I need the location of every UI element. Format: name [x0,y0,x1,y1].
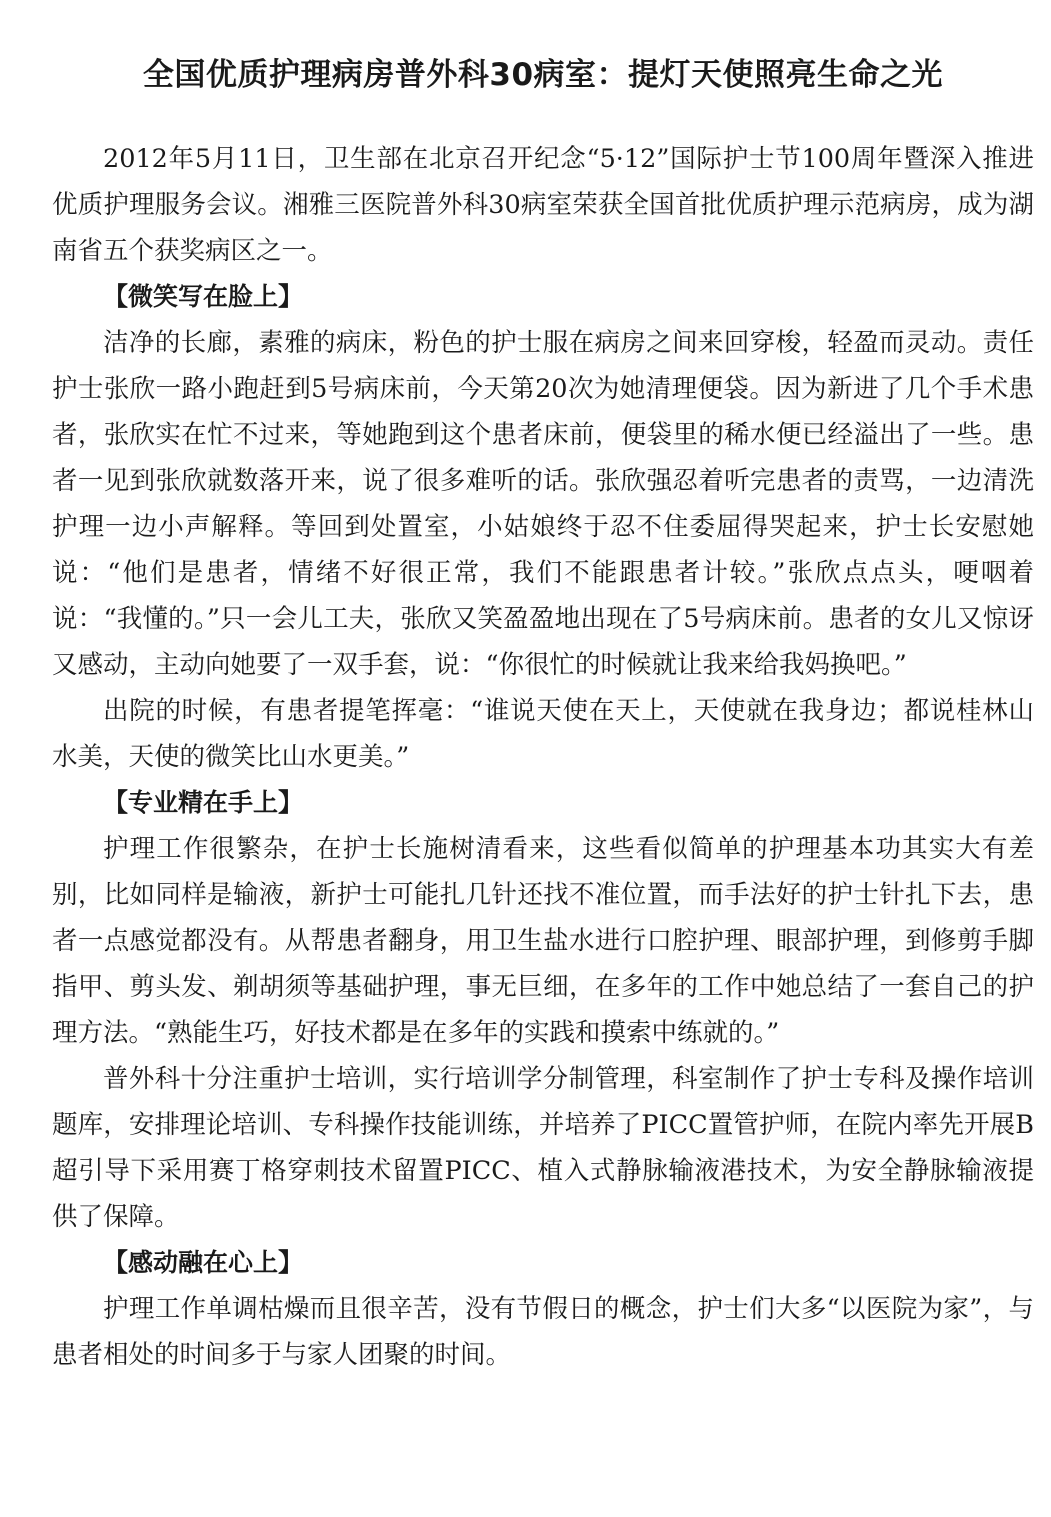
section-heart-paragraph-1: 护理工作单调枯燥而且很辛苦，没有节假日的概念，护士们大多“以医院为家”，与患者相处的时间多于与家人团聚的时间。 [52,1294,1034,1370]
section-heart [52,1240,1034,1378]
section-smile [52,274,1034,780]
section-heading-heart: 【感动融在心上】 [103,1248,304,1277]
section-heading-smile: 【微笑写在脸上】 [103,282,304,311]
section-skill-paragraph-2: 普外科十分注重护士培训，实行培训学分制管理，科室制作了护士专科及操作培训题库，安排理论培训、专科操作技能训练，并培养了PICC置管护师，在院内率先开展B超引导下采用赛丁格穿刺技术留置PICC、植入式静脉输液港技术，为安全静脉输液提供了保障。 [52,1064,1034,1232]
section-skill-paragraph-1: 护理工作很繁杂，在护士长施树清看来，这些看似简单的护理基本功其实大有差别，比如同样是输液，新护士可能扎几针还找不准位置，而手法好的护士针扎下去，患者一点感觉都没有。从帮患者翻身，用卫生盐水进行口腔护理、眼部护理，到修剪手脚指甲、剪头发、剃胡须等基础护理，事无巨细，在多年的工作中她总结了一套自己的护理方法。“熟能生巧，好技术都是在多年的实践和摸索中练就的。” [52,834,1034,1048]
article-title: 全国优质护理病房普外科30病室：提灯天使照亮生命之光 [142,57,944,93]
document-page [52,52,1034,1378]
section-smile-paragraph-1: 洁净的长廊，素雅的病床，粉色的护士服在病房之间来回穿梭，轻盈而灵动。责任护士张欣一路小跑赶到5号病床前，今天第20次为她清理便袋。因为新进了几个手术患者，张欣实在忙不过来，等她跑到这个患者床前，便袋里的稀水便已经溢出了一些。患者一见到张欣就数落开来，说了很多难听的话。张欣强忍着听完患者的责骂，一边清洗护理一边小声解释。等回到处置室，小姑娘终于忍不住委屈得哭起来，护士长安慰她说：“他们是患者，情绪不好很正常，我们不能跟患者计较。”张欣点点头，哽咽着说：“我懂的。”只一会儿工夫，张欣又笑盈盈地出现在了5号病床前。患者的女儿又惊讶又感动，主动向她要了一双手套，说：“你很忙的时候就让我来给我妈换吧。” [52,328,1034,680]
section-smile-paragraph-2: 出院的时候，有患者提笔挥毫：“谁说天使在天上，天使就在我身边；都说桂林山水美，天使的微笑比山水更美。” [52,696,1034,772]
intro-paragraph: 2012年5月11日，卫生部在北京召开纪念“5·12”国际护士节100周年暨深入推进优质护理服务会议。湘雅三医院普外科30病室荣获全国首批优质护理示范病房，成为湖南省五个获奖病区之一。 [52,144,1034,266]
section-heading-skill: 【专业精在手上】 [103,788,304,817]
section-skill [52,780,1034,1240]
